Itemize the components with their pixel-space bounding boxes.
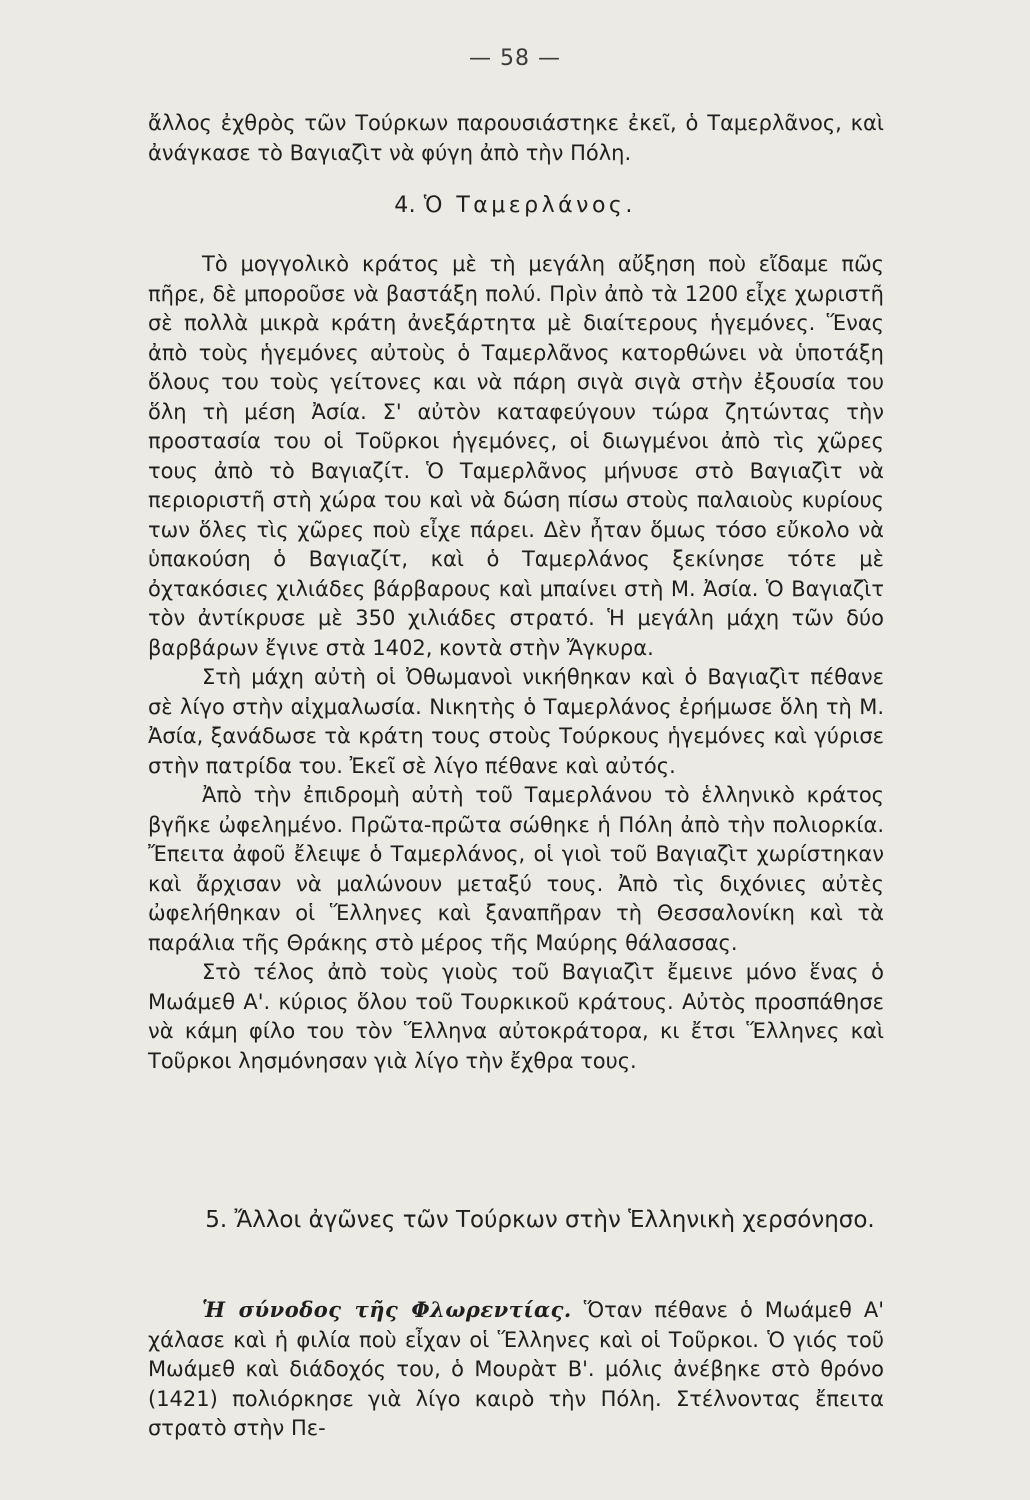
paragraph: Ἀπὸ τὴν ἐπιδρομὴ αὐτὴ τοῦ Ταμερλάνου τὸ ἑλληνικὸ κράτος βγῆκε ὠφελημένο. Πρῶτα-πρῶτα σώθηκε ἡ Πόλη ἀπὸ τὴν πολιορκία. Ἔπειτα ἀφοῦ ἔλειψε ὁ Ταμερλάνος, οἱ γιοὶ τοῦ Βαγιαζὶτ χωρίστηκαν καὶ ἄρχισαν νὰ μαλώνουν μεταξύ τους. Ἀπὸ τὶς διχόνιες αὐτὲς ὠφελήθηκαν οἱ Ἕλληνες καὶ ξαναπῆραν τὴ Θεσσαλονίκη καὶ τὰ παράλια τῆς Θράκης στὸ μέρος τῆς Μαύρης θάλασσας. — [148, 783, 884, 955]
section-4-heading — [0, 193, 1030, 218]
paragraph: Στὸ τέλος ἀπὸ τοὺς γιοὺς τοῦ Βαγιαζὶτ ἔμεινε μόνο ἕνας ὁ Μωάμεθ Α'. κύριος ὅλου τοῦ Τουρκικοῦ κράτους. Αὐτὸς προσπάθησε νὰ κάμη φίλο του τὸν Ἕλληνα αὐτοκράτορα, κι ἔτσι Ἕλληνες καὶ Τοῦρκοι λησμόνησαν γιὰ λίγο τὴν ἔχθρα τους. — [148, 960, 884, 1073]
continued-paragraph — [148, 109, 884, 168]
run-in-heading: Ἡ σύνοδος τῆς Φλωρεντίας. — [202, 1297, 572, 1322]
section-number: 4. — [394, 193, 417, 218]
section-4-body — [148, 250, 884, 1076]
section-title: Ὁ Ταμερλάνος. — [423, 193, 636, 218]
paragraph: Στὴ μάχη αὐτὴ οἱ Ὀθωμανοὶ νικήθηκαν καὶ ὁ Βαγιαζὶτ πέθανε σὲ λίγο στὴν αἰχμαλωσία. Νικητὴς ὁ Ταμερλάνος ἐρήμωσε ὅλη τὴ Μ. Ἀσία, ξανάδωσε τὰ κράτη τους στοὺς Τούρκους ἡγεμόνες καὶ γύρισε στὴν πατρίδα του. Ἐκεῖ σὲ λίγο πέθανε καὶ αὐτός. — [148, 665, 884, 778]
section-5-body — [148, 1295, 884, 1444]
paragraph-text: Ὅταν πέθανε ὁ Μωάμεθ Α' χάλασε καὶ ἡ φιλία ποὺ εἶχαν οἱ Ἕλληνες καὶ οἱ Τοῦρκοι. Ὁ γιός τοῦ Μωάμεθ καὶ διάδοχός του, ὁ Μουρὰτ Β'. μόλις ἀνέβηκε στὸ θρόνο (1421) πολιόρκησε γιὰ λίγο καιρὸ τὴν Πόλη. Στέλνοντας ἔπειτα στρατὸ στὴν Πε- — [148, 1298, 884, 1440]
paragraph — [148, 1295, 884, 1444]
section-5-heading: 5. Ἄλλοι ἀγῶνες τῶν Τούρκων στὴν Ἑλληνικὴ χερσόνησο. — [205, 1207, 875, 1233]
paragraph-text: ἄλλος ἐχθρὸς τῶν Τούρκων παρουσιάστηκε ἐκεῖ, ὁ Ταμερλᾶνος, καὶ ἀνάγκασε τὸ Βαγιαζὶτ νὰ φύγη ἀπὸ τὴν Πόλη. — [148, 111, 884, 165]
paragraph: Τὸ μογγολικὸ κράτος μὲ τὴ μεγάλη αὔξηση ποὺ εἴδαμε πῶς πῆρε, δὲ μποροῦσε νὰ βαστάξη πολύ. Πρὶν ἀπὸ τὰ 1200 εἶχε χωριστῆ σὲ πολλὰ μικρὰ κράτη ἀνεξάρτητα μὲ διαίτερους ἡγεμόνες. Ἕνας ἀπὸ τοὺς ἡγεμόνες αὐτοὺς ὁ Ταμερλᾶνος κατορθώνει νὰ ὑποτάξη ὅλους του τοὺς γείτονες και νὰ πάρη σιγὰ σιγὰ στὴν ἐξουσία του ὅλη τὴ μέση Ἀσία. Σ' αὐτὸν καταφεύγουν τώρα ζητώντας τὴν προστασία του οἱ Τοῦρκοι ἡγεμόνες, οἱ διωγμένοι ἀπὸ τὶς χῶρες τους ἀπὸ τὸ Βαγιαζίτ. Ὁ Ταμερλᾶνος μήνυσε στὸ Βαγιαζὶτ νὰ περιοριστῆ στὴ χώρα του καὶ νὰ δώση πίσω στοὺς παλαιοὺς κυρίους των ὅλες τὶς χῶρες ποὺ εἶχε πάρει. Δὲν ἦταν ὅμως τόσο εὔκολο νὰ ὑπακούση ὁ Βαγιαζίτ, καὶ ὁ Ταμερλάνος ξεκίνησε τότε μὲ ὀχτακόσιες χιλιάδες βάρβαρους καὶ μπαίνει στὴ Μ. Ἀσία. Ὁ Βαγιαζὶτ τὸν ἀντίκρυσε μὲ 350 χιλιάδες στρατό. Ἡ μεγάλη μάχη τῶν δύο βαρβάρων ἔγινε στὰ 1402, κοντὰ στὴν Ἄγκυρα. — [148, 252, 884, 660]
page-number: — 58 — — [469, 46, 561, 71]
